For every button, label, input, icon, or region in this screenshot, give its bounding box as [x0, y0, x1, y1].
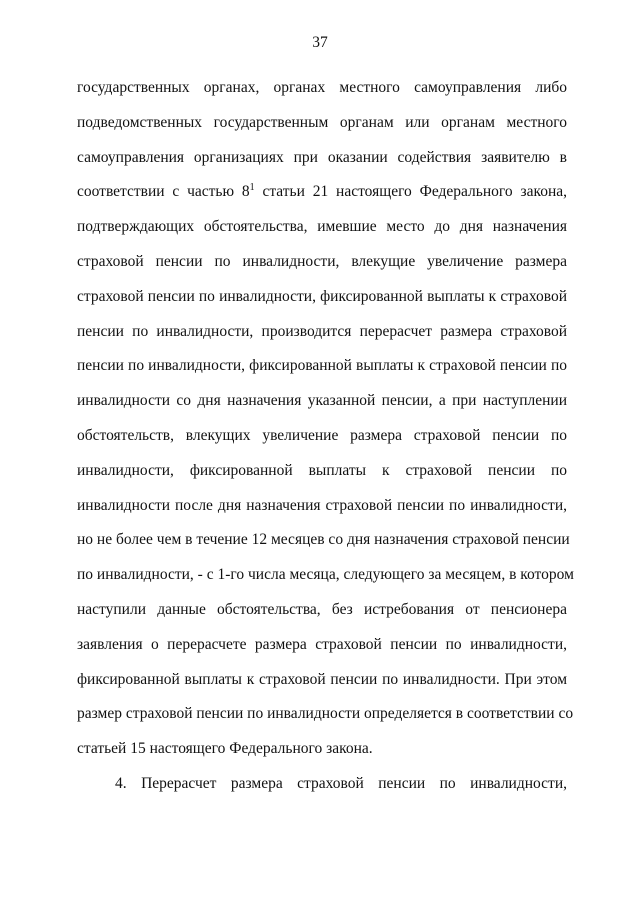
body-text [77, 76, 574, 807]
text-line: подведомственных государственным органам или органам местного [77, 113, 567, 131]
text-line: страховой пенсии по инвалидности, фиксированной выплаты к страховой [77, 287, 567, 305]
text-line: размер страховой пенсии по инвалидности определяется в соответствии со [77, 705, 574, 723]
text-line: 4. Перерасчет размера страховой пенсии по инвалидности, [115, 774, 567, 792]
text-segment: соответствии с частью 8 [77, 183, 250, 201]
text-line: инвалидности после дня назначения страховой пенсии по инвалидности, [77, 496, 567, 514]
text-line: наступили данные обстоятельства, без истребования от пенсионера [77, 600, 567, 618]
text-line: пенсии по инвалидности, производится перерасчет размера страховой [77, 322, 567, 340]
text-line-with-superscript [77, 180, 567, 215]
text-line: фиксированной выплаты к страховой пенсии по инвалидности. При этом [77, 670, 567, 688]
text-segment: статьи 21 настоящего Федерального закона, [254, 183, 567, 201]
page-number: 37 [312, 34, 328, 51]
text-line: самоуправления организациях при оказании содействия заявителю в [77, 148, 567, 166]
text-line-last: статьей 15 настоящего Федерального закона. [77, 740, 373, 758]
paragraph-item-4 [77, 772, 567, 807]
paragraph-continuation [77, 76, 574, 772]
text-line: подтверждающих обстоятельства, имевшие место до дня назначения [77, 218, 567, 236]
text-line: инвалидности, фиксированной выплаты к страховой пенсии по [77, 461, 567, 479]
text-line: обстоятельств, влекущих увеличение размера страховой пенсии по [77, 426, 567, 444]
text-line: страховой пенсии по инвалидности, влекущие увеличение размера [77, 252, 567, 270]
text-line: но не более чем в течение 12 месяцев со дня назначения страховой пенсии [77, 531, 570, 549]
text-line: государственных органах, органах местного самоуправления либо [77, 79, 567, 96]
text-line: инвалидности со дня назначения указанной пенсии, а при наступлении [77, 392, 567, 410]
text-line: пенсии по инвалидности, фиксированной выплаты к страховой пенсии по [77, 357, 567, 375]
superscript-1: 1 [249, 182, 255, 194]
text-line: по инвалидности, - с 1-го числа месяца, следующего за месяцем, в котором [77, 566, 574, 584]
text-line: заявления о перерасчете размера страховой пенсии по инвалидности, [77, 635, 567, 653]
